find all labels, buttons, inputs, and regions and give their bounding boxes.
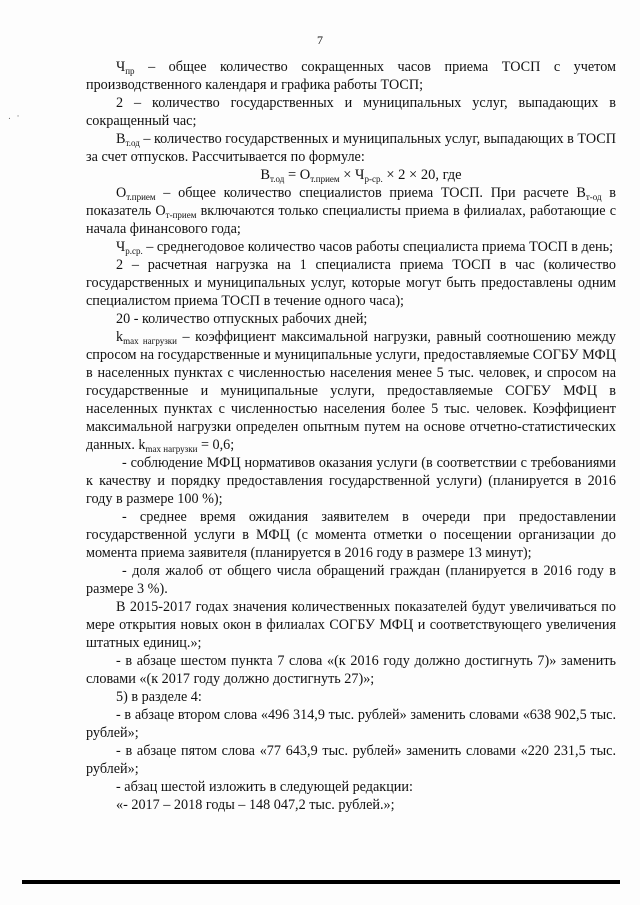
formula: $В_{т.од} = О_{т.прием} \times Ч_{р-ср.} \times 2 \times 20$, где bbox=[260, 167, 462, 184]
paragraph: 2 – количество государственных и муниципальных услуг, выпадающих в сокращенный час; bbox=[86, 95, 616, 129]
paragraph: - в абзаце пятом слова «77 643,9 тыс. рублей» заменить словами «220 231,5 тыс. рублей»; bbox=[86, 743, 616, 777]
paragraph: «- 2017 – 2018 годы – 148 047,2 тыс. рублей.»; bbox=[116, 797, 395, 813]
paragraph: В 2015-2017 годах значения количественных показателей будут увеличиваться по мере открытия новых окон в филиалах СОГБУ МФЦ и соответствующего увеличения штатных единиц.»; bbox=[86, 599, 616, 651]
paragraph: $О_{т.прием}$ – общее количество специалистов приема ТОСП. При расчете $В_{т-од}$ в показатель $О_{т-прием}$ включаются только специалисты приема в филиалах, работающие с начала финансового года; bbox=[86, 185, 617, 237]
document-body bbox=[86, 58, 616, 814]
paragraph: - соблюдение МФЦ нормативов оказания услуги (в соответствии с требованиями к качеству и порядку предоставления государственной услуги) (планируется в 2016 году в размере 100 %); bbox=[86, 455, 616, 507]
paragraph: $В_{т.од}$ – количество государственных и муниципальных услуг, выпадающих в ТОСП за счет отпусков. Рассчитывается по формуле: bbox=[86, 131, 616, 165]
paragraph: - среднее время ожидания заявителем в очереди при предоставлении государственной услуги в МФЦ (с момента отметки о посещении организации до момента приема заявителя (планируется в 2016 году в размере 13 минут); bbox=[86, 509, 616, 561]
paragraph: $Ч_{пр}$ – общее количество сокращенных часов приема ТОСП с учетом производственного календаря и графика работы ТОСП; bbox=[86, 59, 616, 93]
scan-artifact: . · bbox=[8, 112, 20, 122]
paragraph: - в абзаце шестом пункта 7 слова «(к 2016 году должно достигнуть 7)» заменить словами «(к 2017 году должно достигнуть 27)»; bbox=[86, 653, 616, 687]
paragraph: $Ч_{р.ср.}$ – среднегодовое количество часов работы специалиста приема ТОСП в день; bbox=[116, 239, 614, 256]
paragraph: $k_{max нагрузки}$ – коэффициент максимальной нагрузки, равный соотношению между спросом на государственные и муниципальные услуги, предоставляемые СОГБУ МФЦ в населенных пунктах с численностью населения менее 5 тыс. человек, и спросом на государственные и муниципальные услуги, предоставляемые СОГБУ МФЦ в населенных пунктах с численностью населения более 5 тыс. человек. Коэффициент максимальной нагрузки определен опытным путем на основе отчетно-статистических данных. $k_{max нагрузки} = 0,6$; bbox=[86, 329, 616, 454]
page-number: 7 bbox=[317, 33, 323, 47]
paragraph: 20 - количество отпускных рабочих дней; bbox=[116, 311, 368, 327]
paragraph: - в абзаце втором слова «496 314,9 тыс. рублей» заменить словами «638 902,5 тыс. рублей»; bbox=[86, 707, 616, 741]
paragraph: - абзац шестой изложить в следующей редакции: bbox=[116, 779, 413, 795]
paragraph: - доля жалоб от общего числа обращений граждан (планируется в 2016 году в размере 3 %). bbox=[86, 563, 616, 597]
paragraph: 5) в разделе 4: bbox=[116, 689, 202, 705]
paragraph: 2 – расчетная нагрузка на 1 специалиста приема ТОСП в час (количество государственных и муниципальных услуг, которые могут быть предоставлены одним специалистом приема ТОСП в течение одного часа); bbox=[86, 257, 616, 309]
page-bottom-rule bbox=[22, 880, 620, 884]
